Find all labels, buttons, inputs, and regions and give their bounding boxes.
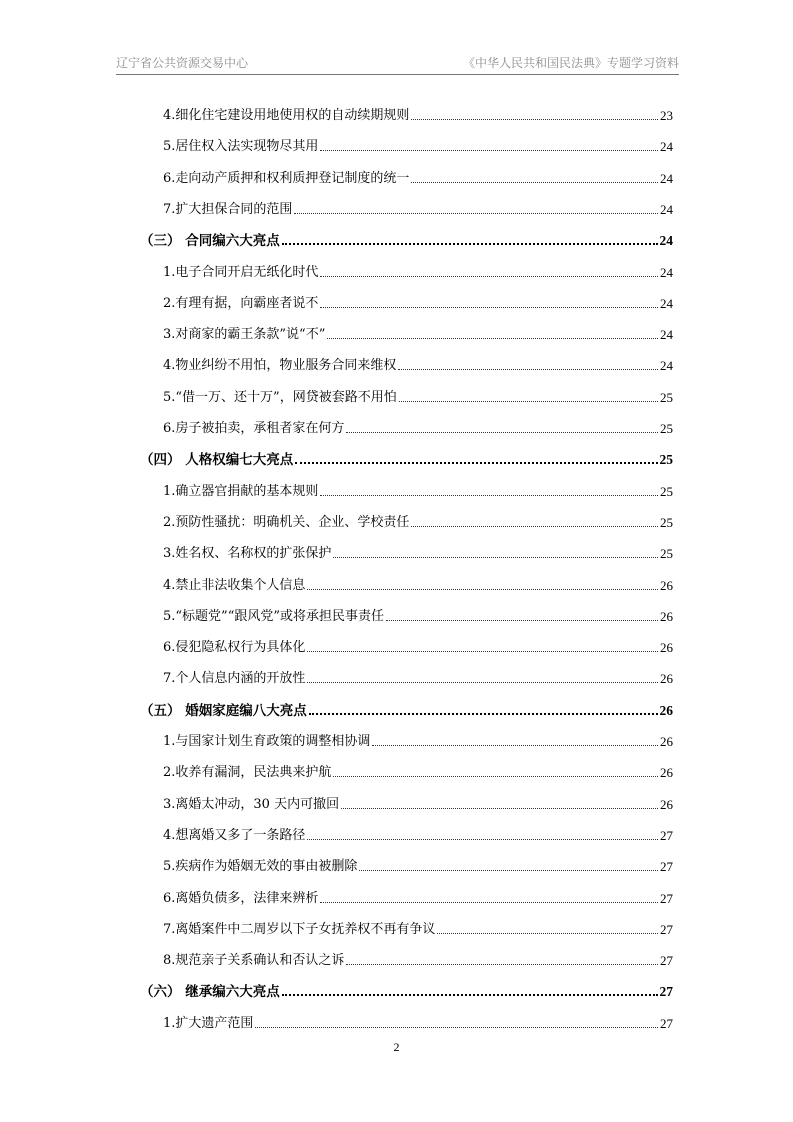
toc-page-number: 26: [660, 608, 673, 624]
header-organization: 辽宁省公共资源交易中心: [116, 56, 249, 70]
header-divider: [116, 74, 679, 75]
toc-entry-title: 6.走向动产质押和权利质押登记制度的统一: [163, 170, 410, 186]
dot-leader: [333, 557, 658, 558]
toc-entry[interactable]: [163, 292, 673, 312]
toc-page-number: 26: [660, 734, 673, 749]
toc-entry-title: 8.规范亲子关系确认和否认之诉: [163, 953, 345, 969]
toc-entry-title: 6.离婚负债多，法律来辨析: [163, 890, 319, 906]
toc-entry-title: 4.细化住宅建设用地使用权的自动续期规则: [163, 108, 410, 123]
toc-entry-title: 3.姓名权、名称权的扩张保护: [163, 546, 332, 562]
toc-page-number: 24: [659, 233, 673, 249]
toc-page-number: 27: [660, 921, 673, 937]
toc-entry[interactable]: [163, 824, 673, 844]
dot-leader: [320, 276, 658, 277]
toc-page-number: 27: [660, 890, 673, 906]
toc-entry-title: （六） 继承编六大亮点: [140, 984, 280, 1001]
toc-entry[interactable]: [163, 605, 673, 625]
toc-entry-title: 1.扩大遗产范围: [163, 1015, 254, 1031]
toc-entry[interactable]: [163, 417, 673, 437]
toc-entry[interactable]: [163, 511, 673, 531]
toc-entry-title: 4.想离婚又多了一条路径: [163, 827, 306, 843]
page-header: [116, 54, 679, 72]
toc-page-number: 25: [660, 546, 673, 562]
dot-leader: [307, 651, 658, 652]
dot-leader: [386, 620, 658, 621]
dot-leader: [307, 682, 658, 683]
dot-leader: [307, 839, 658, 840]
toc-entry-title: 1.确立器官捐献的基本规则: [163, 483, 319, 499]
toc-entry-title: 1.与国家计划生育政策的调整相协调: [163, 734, 371, 749]
dot-leader: [437, 933, 658, 934]
toc-page-number: 25: [659, 452, 673, 468]
toc-entry[interactable]: [163, 887, 673, 907]
dot-leader: [411, 182, 658, 183]
toc-entry-title: 2.有理有据，向霸座者说不: [163, 295, 319, 311]
toc-page-number: 24: [660, 295, 673, 311]
dot-leader: [307, 589, 658, 590]
dot-leader: [333, 776, 658, 777]
toc-entry-title: 4.禁止非法收集个人信息: [163, 577, 306, 593]
toc-section-heading[interactable]: [140, 699, 673, 719]
toc-page-number: 27: [660, 953, 673, 969]
toc-entry-title: 7.离婚案件中二周岁以下子女抚养权不再有争议: [163, 921, 436, 937]
toc-page-number: 26: [660, 671, 673, 687]
toc-page-number: 27: [660, 1015, 673, 1031]
toc-page-number: 27: [659, 984, 673, 1000]
toc-section-heading[interactable]: [140, 448, 673, 468]
toc-entry-title: 2.收养有漏洞，民法典来护航: [163, 765, 332, 781]
toc-page-number: 25: [660, 389, 673, 405]
dot-leader: [399, 401, 658, 402]
dot-leader: [320, 495, 658, 496]
toc-entry[interactable]: [163, 730, 673, 750]
toc-entry[interactable]: [163, 386, 673, 406]
dot-leader: [372, 745, 658, 746]
toc-entry[interactable]: [163, 323, 673, 343]
toc-page-number: 26: [660, 577, 673, 593]
toc-page-number: 25: [660, 483, 673, 499]
dot-leader: [359, 870, 658, 871]
dot-leader: [255, 1027, 658, 1028]
toc-entry-title: （五） 婚姻家庭编八大亮点: [140, 702, 307, 719]
toc-entry-title: 3.离婚太冲动，30 天内可撤回: [163, 796, 340, 812]
toc-entry-title: 5.居住权入法实现物尽其用: [163, 139, 319, 155]
toc-page-number: 27: [660, 859, 673, 875]
toc-entry-title: 7.个人信息内涵的开放性: [163, 671, 306, 687]
toc-page-number: 26: [660, 765, 673, 781]
toc-entry-title: 6.侵犯隐私权行为具体化: [163, 640, 306, 656]
toc-entry[interactable]: [163, 135, 673, 155]
dot-leader: [295, 462, 657, 464]
toc-page-number: 24: [660, 201, 673, 217]
toc-entry[interactable]: [163, 167, 673, 187]
toc-entry[interactable]: [163, 198, 673, 218]
toc-entry[interactable]: [163, 480, 673, 500]
page-number: 2: [393, 1040, 400, 1054]
toc-page-number: 24: [660, 358, 673, 374]
toc-entry[interactable]: [163, 261, 673, 281]
toc-entry[interactable]: [163, 949, 673, 969]
toc-entry-title: 2.预防性骚扰：明确机关、企业、学校责任: [163, 514, 410, 530]
toc-entry-title: 5.疾病作为婚姻无效的事由被删除: [163, 859, 358, 875]
toc-page-number: 26: [660, 796, 673, 812]
toc-entry-title: 1.电子合同开启无纸化时代: [163, 264, 319, 280]
toc-entry-title: 4.物业纠纷不用怕，物业服务合同来维权: [163, 358, 397, 374]
toc-page-number: 24: [660, 170, 673, 186]
toc-entry-title: 7.扩大担保合同的范围: [163, 201, 293, 217]
toc-entry-title: 6.房子被拍卖，承租者家在何方: [163, 421, 345, 436]
toc-entry[interactable]: [163, 542, 673, 562]
dot-leader: [320, 902, 658, 903]
toc-entry[interactable]: [163, 354, 673, 374]
toc-entry[interactable]: [163, 855, 673, 875]
dot-leader: [341, 808, 658, 809]
dot-leader: [282, 994, 658, 996]
toc-entry[interactable]: [163, 918, 673, 938]
dot-leader: [309, 713, 658, 715]
dot-leader: [346, 432, 658, 433]
dot-leader: [282, 243, 658, 245]
toc-entry-title: 5.“借一万、还十万”，网贷被套路不用怕: [163, 389, 397, 405]
toc-section-heading[interactable]: [140, 980, 673, 1000]
toc-entry-title: （三） 合同编六大亮点: [140, 233, 280, 250]
toc-page-number: 24: [660, 264, 673, 280]
toc-entry[interactable]: [163, 667, 673, 687]
dot-leader: [346, 964, 658, 965]
toc-section-heading[interactable]: [140, 229, 673, 249]
toc-entry-title: 5.“标题党”“跟风党”或将承担民事责任: [163, 608, 384, 624]
toc-page-number: 24: [660, 327, 673, 343]
toc-page-number: 24: [660, 139, 673, 155]
dot-leader: [320, 307, 658, 308]
dot-leader: [327, 338, 658, 339]
toc-entry-title: 3.对商家的霸王条款”说“不”: [163, 327, 326, 343]
toc-page-number: 25: [660, 421, 673, 436]
dot-leader: [398, 369, 658, 370]
toc-entry[interactable]: [163, 104, 673, 124]
dot-leader: [411, 119, 658, 120]
dot-leader: [320, 150, 658, 151]
toc-page-number: 26: [659, 702, 673, 718]
toc-entry-title: （四） 人格权编七大亮点: [140, 452, 294, 469]
toc-page-number: 26: [660, 640, 673, 656]
toc-entry[interactable]: [163, 636, 673, 656]
toc-page-number: 27: [660, 827, 673, 843]
dot-leader: [411, 526, 658, 527]
dot-leader: [294, 213, 658, 214]
toc-entry[interactable]: [163, 761, 673, 781]
header-document-title: 《中华人民共和国民法典》专题学习资料: [462, 56, 679, 70]
toc-entry[interactable]: [163, 1012, 673, 1032]
toc-entry[interactable]: [163, 793, 673, 813]
toc-page-number: 23: [660, 108, 673, 123]
toc-entry[interactable]: [163, 574, 673, 594]
toc-page-number: 25: [660, 514, 673, 530]
